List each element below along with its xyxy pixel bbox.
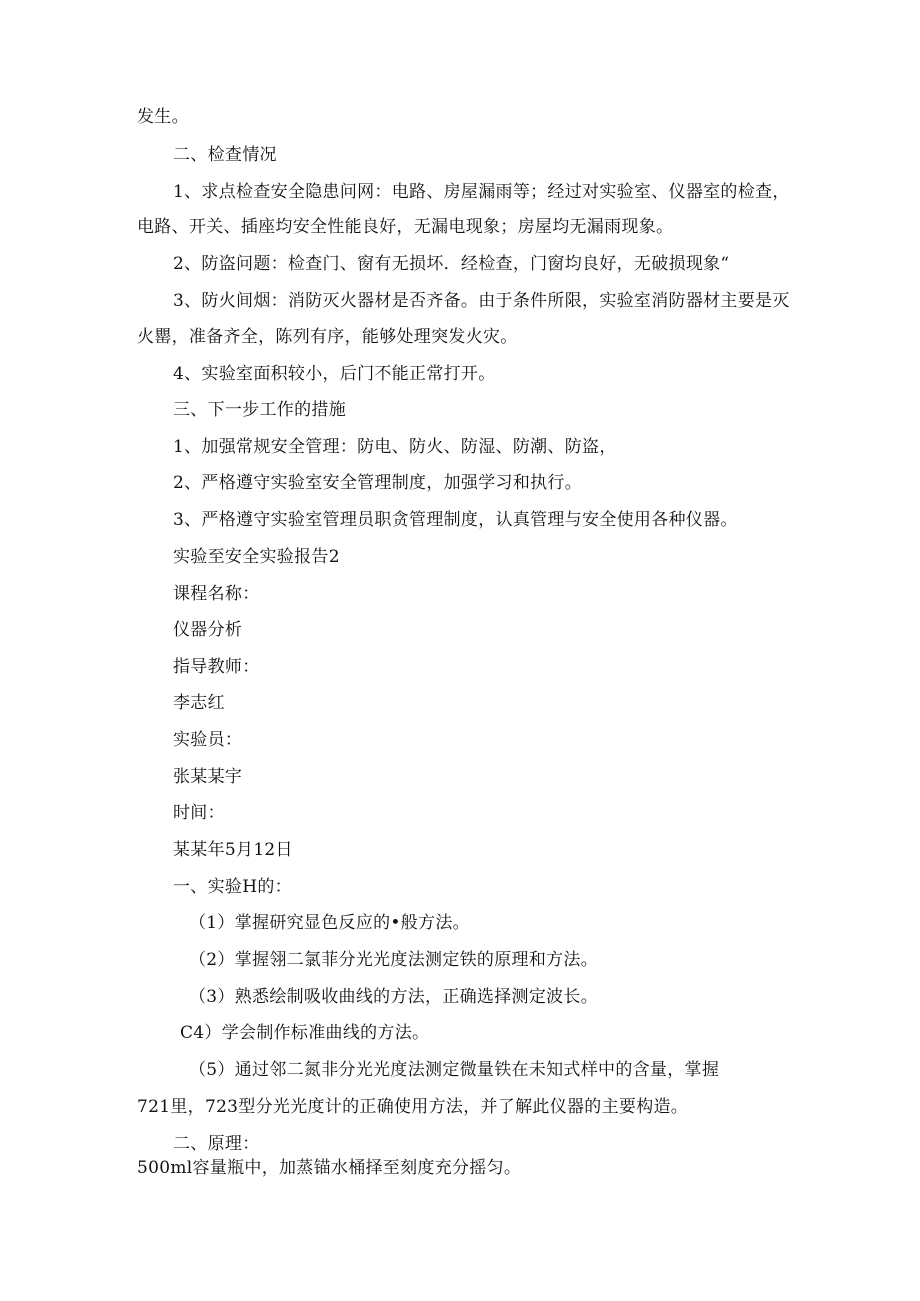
list-item: （2）掌握翎二氯菲分光光度法测定铁的原理和方法。 bbox=[189, 950, 599, 970]
field-label: 指导教师： bbox=[173, 657, 260, 677]
field-value: 某某年5月12日 bbox=[173, 840, 293, 860]
text-line: 2、防盗问题：检查门、窗有无损坏．经检查，门窗均良好，无破损现象“ bbox=[173, 254, 730, 274]
text-line: 1、加强常规安全管理：防电、防火、防湿、防潮、防盗， bbox=[173, 437, 617, 457]
section-heading: 三、下一步工作的措施 bbox=[173, 400, 346, 420]
list-item: （5）通过邻二氮非分光光度法测定微量铁在未知式样中的含量，掌握 bbox=[189, 1060, 720, 1080]
text-line: 1、求点检查安全隐患问网：电路、房屋漏雨等；经过对实验室、仪器室的检查， bbox=[173, 182, 790, 202]
text-line: 发生。 bbox=[137, 107, 189, 127]
field-value: 仪器分析 bbox=[173, 620, 243, 640]
text-line: 500ml容量瓶中，加蒸锚水桶择至刻度充分摇匀。 bbox=[137, 1158, 522, 1178]
report-title: 实验至安全实验报告2 bbox=[173, 547, 340, 567]
text-line: 电路、开关、插座均安全性能良好，无漏电现象；房屋均无漏雨现象。 bbox=[137, 217, 674, 237]
list-item: C4）学会制作标准曲线的方法。 bbox=[180, 1023, 430, 1043]
section-heading: 一、实验H的： bbox=[173, 877, 292, 897]
text-line: 4、实验室面积较小，后门不能正常打开。 bbox=[173, 364, 496, 384]
text-line: 2、严格遵守实验室安全管理制度，加强学习和执行。 bbox=[173, 473, 583, 493]
field-label: 实验员： bbox=[173, 730, 243, 750]
list-item: （1）掌握研究显色反应的•般方法。 bbox=[189, 913, 470, 933]
list-item: （3）熟悉绘制吸收曲线的方法，正确选择测定波长。 bbox=[189, 987, 599, 1007]
text-line: 721里，723型分光光度计的正确使用方法，并了解此仪器的主要构造。 bbox=[137, 1097, 689, 1117]
text-line: 3、防火间烟：消防灭火器材是否齐备。由于条件所限，实验室消防器材主要是灭 bbox=[173, 291, 790, 311]
text-line: 3、严格遵守实验室管理员职贪管理制度，认真管理与安全使用各种仪器。 bbox=[173, 510, 738, 530]
section-heading: 二、原理： bbox=[173, 1134, 260, 1154]
field-value: 张某某宇 bbox=[173, 767, 243, 787]
field-label: 课程名称： bbox=[173, 584, 260, 604]
field-value: 李志红 bbox=[173, 693, 225, 713]
section-heading: 二、检查情况 bbox=[173, 145, 277, 165]
text-line: 火罌，准备齐全，陈列有序，能够处理突发火灾。 bbox=[137, 327, 518, 347]
field-label: 时间： bbox=[173, 803, 225, 823]
